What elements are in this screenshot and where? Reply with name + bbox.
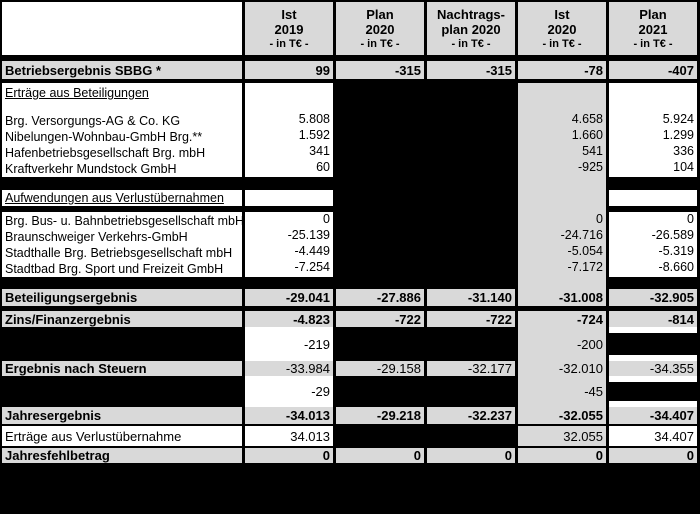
separator-cell bbox=[336, 177, 424, 190]
col-ist-2020-values bbox=[518, 212, 606, 277]
header-unit: - in T€ - bbox=[360, 37, 400, 50]
row-jahresfehlbetrag bbox=[0, 448, 700, 463]
cell-plan-2021: 0 bbox=[609, 448, 697, 463]
row-aufwendungen-title bbox=[0, 190, 700, 206]
value: 5.924 bbox=[662, 112, 694, 126]
header-line: Ist bbox=[281, 6, 297, 22]
separator-cell bbox=[518, 177, 606, 190]
value: 4.658 bbox=[571, 112, 603, 126]
company-label: Braunschweiger Verkehrs-GmbH bbox=[5, 229, 188, 244]
separator-cell bbox=[427, 277, 515, 289]
spacer bbox=[2, 103, 242, 113]
cell-nachtragsplan-2020: -31.140 bbox=[427, 289, 515, 306]
value: 5.808 bbox=[298, 112, 330, 126]
separator-cell bbox=[245, 177, 333, 190]
cell-nachtragsplan-2020: -32.237 bbox=[427, 407, 515, 424]
redacted-cell-nachtragsplan-2020 bbox=[427, 212, 515, 277]
company-label: Brg. Bus- u. Bahnbetriebsgesellschaft mbH bbox=[5, 213, 245, 228]
redacted-cell-plan-2020 bbox=[336, 376, 424, 407]
cell-ist-2020: -724 bbox=[518, 311, 606, 327]
header-unit: - in T€ - bbox=[269, 37, 309, 50]
cell-plan-2020: 0 bbox=[336, 448, 424, 463]
cell-nachtragsplan-2020: 0 bbox=[427, 448, 515, 463]
company-label: Stadthalle Brg. Betriebsgesellschaft mbH bbox=[5, 245, 233, 260]
header-col-plan-2021 bbox=[609, 2, 697, 55]
row-label: Erträge aus Verlustübernahme bbox=[2, 426, 242, 446]
redacted-cell-plan-2020 bbox=[336, 83, 424, 177]
value: 341 bbox=[309, 144, 330, 158]
row-label: Jahresfehlbetrag bbox=[2, 448, 242, 463]
cell-plan-2021-redacted bbox=[609, 376, 697, 407]
redacted-cell-plan-2020 bbox=[336, 426, 424, 446]
value: -7.254 bbox=[294, 260, 330, 274]
empty-cell bbox=[518, 190, 606, 206]
header-unit: - in T€ - bbox=[451, 37, 491, 50]
cell-plan-2021: -814 bbox=[609, 311, 697, 327]
header-line: Ist bbox=[554, 6, 570, 22]
col-ist-2020-values bbox=[518, 83, 606, 177]
value: 0 bbox=[687, 212, 694, 226]
value: -4.449 bbox=[294, 244, 330, 258]
company-label: Kraftverkehr Mundstock GmbH bbox=[5, 162, 177, 176]
cell-ist-2019: -33.984 bbox=[245, 361, 333, 376]
header-col-plan-2020 bbox=[336, 2, 424, 55]
table-header-row bbox=[0, 2, 700, 55]
value: -5.319 bbox=[658, 244, 694, 258]
value: 541 bbox=[582, 144, 603, 158]
cell-plan-2020: -722 bbox=[336, 311, 424, 327]
redaction-bar bbox=[609, 382, 697, 401]
separator-cell bbox=[609, 177, 697, 190]
value: 1.660 bbox=[571, 128, 603, 142]
separator-cell bbox=[2, 177, 242, 190]
header-unit: - in T€ - bbox=[542, 37, 582, 50]
row-betriebsergebnis bbox=[0, 61, 700, 79]
separator bbox=[0, 277, 700, 289]
cell-nachtragsplan-2020: -32.177 bbox=[427, 361, 515, 376]
cell-ist-2020: -45 bbox=[518, 376, 606, 407]
cell-ist-2019: -4.823 bbox=[245, 311, 333, 327]
cell-plan-2021: -407 bbox=[609, 61, 697, 79]
header-unit: - in T€ - bbox=[633, 37, 673, 50]
cell-plan-2020: -29.158 bbox=[336, 361, 424, 376]
cell-ist-2020: 0 bbox=[518, 448, 606, 463]
redacted-cell-nachtragsplan-2020 bbox=[427, 190, 515, 206]
row-redacted-2 bbox=[0, 376, 700, 407]
separator-cell bbox=[518, 277, 606, 289]
header-line: plan 2020 bbox=[441, 21, 501, 37]
redacted-cell-nachtragsplan-2020 bbox=[427, 426, 515, 446]
header-line: Plan bbox=[639, 6, 667, 22]
cell-ist-2020: -78 bbox=[518, 61, 606, 79]
section-labels bbox=[2, 83, 242, 177]
header-col-ist-2019 bbox=[245, 2, 333, 55]
separator-cell bbox=[2, 277, 242, 289]
cell-ist-2019: -29 bbox=[245, 376, 333, 407]
separator-cell bbox=[609, 277, 697, 289]
separator-cell bbox=[427, 177, 515, 190]
cell-ist-2019: -219 bbox=[245, 327, 333, 361]
header-col-ist-2020 bbox=[518, 2, 606, 55]
section-aufwendungen-aus-verlustuebernahmen bbox=[0, 212, 700, 277]
row-label: Ergebnis nach Steuern bbox=[2, 361, 242, 376]
value: -8.660 bbox=[658, 260, 694, 274]
header-line: 2020 bbox=[365, 21, 395, 37]
cell-plan-2020: -27.886 bbox=[336, 289, 424, 306]
row-jahresergebnis bbox=[0, 407, 700, 424]
section-title: Aufwendungen aus Verlustübernahmen bbox=[2, 190, 242, 206]
section-ertraege-aus-beteiligungen bbox=[0, 83, 700, 177]
redaction-bar bbox=[609, 333, 697, 355]
row-beteiligungsergebnis bbox=[0, 289, 700, 306]
row-ertraege-aus-verlustuebernahme bbox=[0, 426, 700, 446]
cell-ist-2020: 32.055 bbox=[518, 426, 606, 446]
separator-cell bbox=[245, 277, 333, 289]
redacted-cell-plan-2020 bbox=[336, 327, 424, 361]
company-label: Hafenbetriebsgesellschaft Brg. mbH bbox=[5, 146, 206, 160]
redacted-label bbox=[2, 327, 242, 361]
value: 336 bbox=[673, 144, 694, 158]
company-label: Stadtbad Brg. Sport und Freizeit GmbH bbox=[5, 261, 224, 276]
row-zins-finanzergebnis bbox=[0, 311, 700, 327]
cell-nachtragsplan-2020: -722 bbox=[427, 311, 515, 327]
cell-plan-2020: -315 bbox=[336, 61, 424, 79]
redacted-label bbox=[2, 376, 242, 407]
header-corner-cell bbox=[2, 2, 242, 55]
company-label: Nibelungen-Wohnbau-GmbH Brg.** bbox=[5, 130, 203, 144]
cell-nachtragsplan-2020: -315 bbox=[427, 61, 515, 79]
section-labels bbox=[2, 212, 245, 277]
empty-cell bbox=[245, 190, 333, 206]
row-label: Zins/Finanzergebnis bbox=[2, 311, 242, 327]
cell-ist-2019: -34.013 bbox=[245, 407, 333, 424]
header-line: 2020 bbox=[547, 21, 577, 37]
value: 1.299 bbox=[662, 128, 694, 142]
value: 1.592 bbox=[298, 128, 330, 142]
row-redacted-1 bbox=[0, 327, 700, 361]
value: 104 bbox=[673, 160, 694, 174]
cell-ist-2019: 34.013 bbox=[245, 426, 333, 446]
redacted-cell-plan-2020 bbox=[336, 212, 424, 277]
separator bbox=[0, 177, 700, 190]
row-label: Beteiligungsergebnis bbox=[2, 289, 242, 306]
redacted-cell-nachtragsplan-2020 bbox=[427, 83, 515, 177]
cell-plan-2021: -32.905 bbox=[609, 289, 697, 306]
value: -26.589 bbox=[651, 228, 694, 242]
header-line: 2021 bbox=[638, 21, 668, 37]
value: -5.054 bbox=[567, 244, 603, 258]
header-col-nachtragsplan-2020 bbox=[427, 2, 515, 55]
redacted-cell-nachtragsplan-2020 bbox=[427, 327, 515, 361]
cell-ist-2020: -32.010 bbox=[518, 361, 606, 376]
col-plan-2021-values bbox=[609, 83, 697, 177]
row-ergebnis-nach-steuern bbox=[0, 361, 700, 376]
col-ist-2019-values bbox=[245, 212, 333, 277]
cell-plan-2021-redacted bbox=[609, 327, 697, 361]
redacted-cell-nachtragsplan-2020 bbox=[427, 376, 515, 407]
cell-plan-2020: -29.218 bbox=[336, 407, 424, 424]
cell-ist-2019: 0 bbox=[245, 448, 333, 463]
cell-ist-2020: -32.055 bbox=[518, 407, 606, 424]
bottom-black-area bbox=[0, 463, 700, 514]
separator-cell bbox=[336, 277, 424, 289]
header-line: 2019 bbox=[274, 21, 304, 37]
col-ist-2019-values bbox=[245, 83, 333, 177]
value: -24.716 bbox=[560, 228, 603, 242]
value: -925 bbox=[577, 160, 603, 174]
section-title: Erträge aus Beteiligungen bbox=[5, 86, 149, 100]
value: 60 bbox=[316, 160, 330, 174]
cell-ist-2020: -31.008 bbox=[518, 289, 606, 306]
redacted-cell-plan-2020 bbox=[336, 190, 424, 206]
col-plan-2021-values bbox=[609, 212, 697, 277]
value: -25.139 bbox=[287, 228, 330, 242]
cell-ist-2020: -200 bbox=[518, 327, 606, 361]
row-label: Jahresergebnis bbox=[2, 407, 242, 424]
cell-ist-2019: 99 bbox=[245, 61, 333, 79]
empty-cell bbox=[609, 190, 697, 206]
cell-plan-2021: 34.407 bbox=[609, 426, 697, 446]
header-line: Nachtrags- bbox=[437, 6, 505, 22]
row-label: Betriebsergebnis SBBG * bbox=[2, 61, 242, 79]
cell-plan-2021: -34.407 bbox=[609, 407, 697, 424]
value: -7.172 bbox=[567, 260, 603, 274]
value: 0 bbox=[323, 212, 330, 226]
cell-ist-2019: -29.041 bbox=[245, 289, 333, 306]
cell-plan-2021: -34.355 bbox=[609, 361, 697, 376]
value: 0 bbox=[596, 212, 603, 226]
header-line: Plan bbox=[366, 6, 394, 22]
company-label: Brg. Versorgungs-AG & Co. KG bbox=[5, 114, 181, 128]
